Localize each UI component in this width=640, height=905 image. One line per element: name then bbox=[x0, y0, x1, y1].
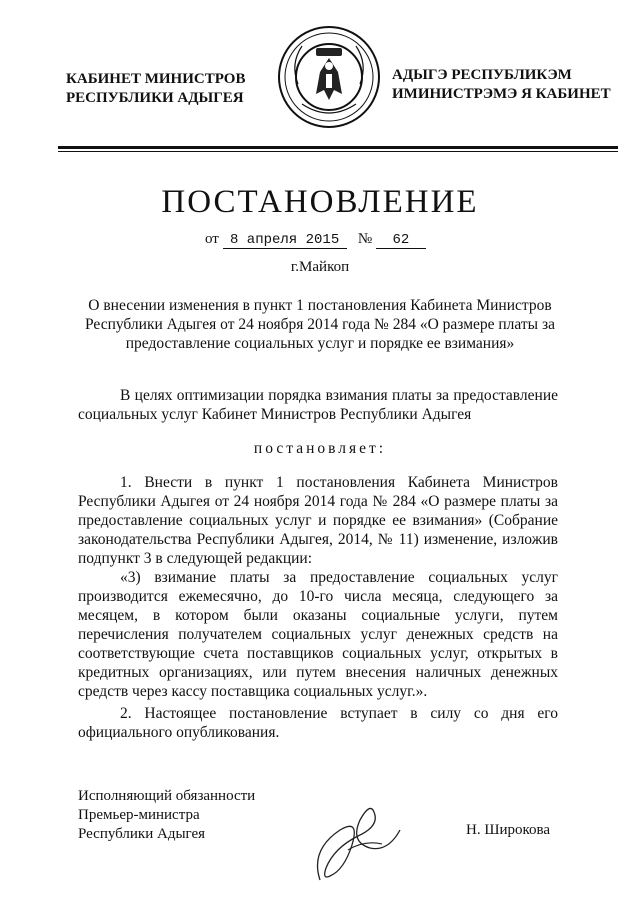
item-1-quote: «3) взимание платы за предоставление социальных услуг производится ежемесячно, до 10-го числа месяца, следующего за месяцем, в котором были оказаны социальные услуги, путем перечисления получателем социальных услуг денежных средств на соответствующие счета поставщиков социальных услуг, открытых в кредитных организациях, или путем внесения наличных денежных средств через кассу поставщика социальных услуг.». bbox=[78, 569, 558, 700]
document-number: 62 bbox=[376, 232, 426, 249]
header-left bbox=[66, 70, 256, 108]
number-prefix: № bbox=[357, 231, 373, 247]
header-left-line2: РЕСПУБЛИКИ АДЫГЕЯ bbox=[66, 90, 244, 106]
signatory-line1: Исполняющий обязанности bbox=[78, 788, 256, 804]
signatory-line2: Премьер-министра bbox=[78, 807, 200, 823]
document-subject: О внесении изменения в пункт 1 постановления Кабинета Министров Республики Адыгея от 24 ноября 2014 года № 284 «О размере платы за предоставление социальных услуг и порядке ее взимания» bbox=[85, 297, 555, 352]
header-right-line1: АДЫГЭ РЕСПУБЛИКЭМ bbox=[392, 67, 572, 83]
city: г.Майкоп bbox=[290, 259, 350, 275]
date-line bbox=[205, 231, 426, 249]
header-right bbox=[392, 66, 612, 104]
header-rule-thin bbox=[58, 151, 618, 152]
header-left-line1: КАБИНЕТ МИНИСТРОВ bbox=[66, 71, 246, 87]
document-date: 8 апреля 2015 bbox=[223, 232, 347, 249]
header-rule-thick bbox=[58, 146, 618, 149]
preamble: В целях оптимизации порядка взимания платы за предоставление социальных услуг Кабинет Министров Республики Адыгея bbox=[78, 387, 558, 423]
signatory-position bbox=[78, 787, 255, 844]
resolves-heading: постановляет: bbox=[253, 440, 387, 457]
item-2: 2. Настоящее постановление вступает в силу со дня его официального опубликования. bbox=[78, 705, 558, 741]
date-prefix: от bbox=[205, 231, 219, 247]
coat-of-arms-seal-icon bbox=[276, 24, 382, 130]
header-right-line2: ИМИНИСТРЭМЭ Я КАБИНЕТ bbox=[392, 86, 611, 102]
item-1: 1. Внести в пункт 1 постановления Кабинета Министров Республики Адыгея от 24 ноября 2014 года № 284 «О размере платы за предоставление социальных услуг и порядке ее взимания» (Собрание законодательства Республики Адыгея, 2014, № 11) изменение, изложив подпункт 3 в следующей редакции: bbox=[78, 474, 558, 567]
handwritten-signature-icon bbox=[300, 790, 420, 890]
signatory-line3: Республики Адыгея bbox=[78, 826, 206, 842]
document-title: ПОСТАНОВЛЕНИЕ bbox=[161, 184, 479, 220]
signatory-name: Н. Широкова bbox=[466, 822, 551, 838]
